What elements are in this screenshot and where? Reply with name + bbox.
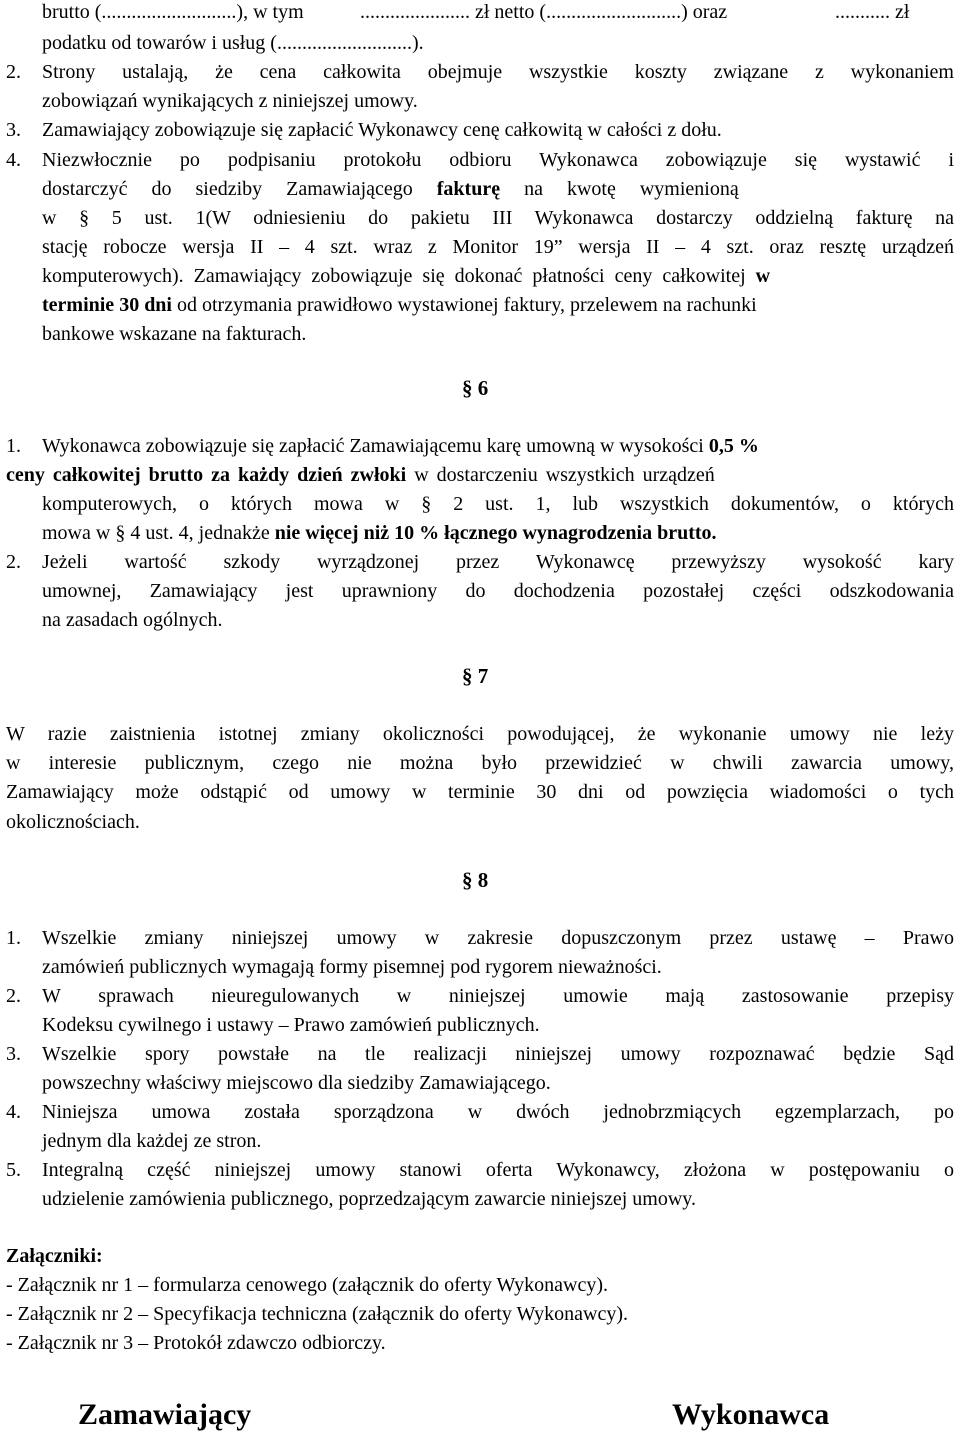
s6-item-1-number: 1. bbox=[6, 435, 21, 457]
s6-line-4 bbox=[42, 521, 717, 545]
section-6-heading: § 6 bbox=[462, 376, 489, 400]
s7-line-2: w interesie publicznym, czego nie można było przewidzieć w chwili zawarcia umowy, bbox=[6, 752, 954, 774]
s6-item-2-number: 2. bbox=[6, 551, 21, 573]
top-line-1b: ...................... zł netto (...........................) oraz bbox=[360, 1, 728, 23]
s8-item-1-number: 1. bbox=[6, 927, 21, 949]
para-3-number: 3. bbox=[6, 119, 21, 141]
para-4-line-5 bbox=[42, 264, 954, 288]
s8-item-1-line-2: zamówień publicznych wymagają formy pisemnej pod rygorem nieważności. bbox=[42, 956, 662, 978]
s8-item-5-line-1: Integralną część niniejszej umowy stanowi oferta Wykonawcy, złożona w postępowaniu o bbox=[42, 1159, 954, 1181]
s8-item-4-number: 4. bbox=[6, 1101, 21, 1123]
s8-item-3-line-1: Wszelkie spory powstałe na tle realizacji niniejszej umowy rozpoznawać będzie Sąd bbox=[42, 1043, 954, 1065]
para-4-line-4: stację robocze wersja II – 4 szt. wraz z Monitor 19” wersja II – 4 szt. oraz resztę urządzeń bbox=[42, 236, 954, 258]
s6-line-2 bbox=[6, 463, 954, 487]
para-4-line-5b: w bbox=[755, 265, 771, 287]
s8-item-3-line-2: powszechny właściwy miejscowo dla siedziby Zamawiającego. bbox=[42, 1072, 551, 1094]
s6-line-1a: Wykonawca zobowiązuje się zapłacić Zamawiającemu karę umowną w wysokości bbox=[42, 435, 704, 457]
s6-line-1 bbox=[42, 434, 954, 458]
s8-item-3-number: 3. bbox=[6, 1043, 21, 1065]
para-4-number: 4. bbox=[6, 149, 21, 171]
para-3-line-1: Zamawiający zobowiązuje się zapłacić Wykonawcy cenę całkowitą w całości z dołu. bbox=[42, 119, 722, 141]
top-line-1a: brutto (...........................), w tym bbox=[42, 1, 304, 23]
s8-item-2-line-1: W sprawach nieuregulowanych w niniejszej umowie mają zastosowanie przepisy bbox=[42, 985, 954, 1007]
s7-line-4: okolicznościach. bbox=[6, 811, 140, 833]
attachment-3: - Załącznik nr 3 – Protokół zdawczo odbiorczy. bbox=[6, 1332, 386, 1354]
section-8-heading: § 8 bbox=[462, 868, 489, 892]
payment-term-bold: terminie 30 dni bbox=[42, 294, 172, 316]
s7-line-1: W razie zaistnienia istotnej zmiany okoliczności powodującej, że wykonanie umowy nie leży bbox=[6, 723, 954, 745]
s8-item-5-number: 5. bbox=[6, 1159, 21, 1181]
s8-item-4-line-2: jednym dla każdej ze stron. bbox=[42, 1130, 262, 1152]
s6-line-2-bold: ceny całkowitej brutto za każdy dzień zwłoki bbox=[6, 464, 407, 486]
signature-zamawiajacy: Zamawiający bbox=[78, 1398, 252, 1431]
para-4-line-1: Niezwłocznie po podpisaniu protokołu odbioru Wykonawca zobowiązuje się wystawić i bbox=[42, 149, 954, 171]
s6-cap-bold: nie więcej niż 10 % łącznego wynagrodzenia brutto. bbox=[274, 522, 717, 544]
attachment-2: - Załącznik nr 2 – Specyfikacja techniczna (załącznik do oferty Wykonawcy). bbox=[6, 1303, 629, 1325]
s7-line-3: Zamawiający może odstąpić od umowy w terminie 30 dni od powzięcia wiadomości o tych bbox=[6, 781, 954, 803]
penalty-rate-bold: 0,5 % bbox=[708, 435, 759, 457]
s8-item-5-line-2: udzielenie zamówienia publicznego, poprzedzającym zawarcie niniejszej umowy. bbox=[42, 1188, 696, 1210]
signature-wykonawca: Wykonawca bbox=[672, 1398, 830, 1431]
s6-line-7: na zasadach ogólnych. bbox=[42, 609, 223, 631]
para-4-line-3: w § 5 ust. 1(W odniesieniu do pakietu III Wykonawca dostarczy oddzielną fakturę na bbox=[42, 207, 954, 229]
para-4-line-6 bbox=[42, 293, 954, 317]
para-4-line-2a: dostarczyć do siedziby Zamawiającego bbox=[42, 178, 413, 200]
s6-line-4a: mowa w § 4 ust. 4, jednakże bbox=[42, 522, 270, 544]
top-line-2: podatku od towarów i usług (...........................). bbox=[42, 32, 424, 54]
s8-item-2-number: 2. bbox=[6, 985, 21, 1007]
section-7-heading: § 7 bbox=[462, 664, 489, 688]
para-2-line-1: Strony ustalają, że cena całkowita obejmuje wszystkie koszty związane z wykonaniem bbox=[42, 61, 954, 83]
s8-item-4-line-1: Niniejsza umowa została sporządzona w dwóch jednobrzmiących egzemplarzach, po bbox=[42, 1101, 954, 1123]
attachments-heading: Załączniki: bbox=[6, 1245, 103, 1267]
invoice-bold: fakturę bbox=[436, 178, 501, 200]
s6-line-2b: w dostarczeniu wszystkich urządzeń bbox=[414, 464, 715, 486]
s8-item-1-line-1: Wszelkie zmiany niniejszej umowy w zakresie dopuszczonym przez ustawę – Prawo bbox=[42, 927, 954, 949]
para-4-line-5a: komputerowych). Zamawiający zobowiązuje się dokonać płatności ceny całkowitej bbox=[42, 265, 746, 287]
para-2-line-2: zobowiązań wynikających z niniejszej umowy. bbox=[42, 90, 418, 112]
attachment-1: - Załącznik nr 1 – formularza cenowego (załącznik do oferty Wykonawcy). bbox=[6, 1274, 609, 1296]
s6-line-5: Jeżeli wartość szkody wyrządzonej przez Wykonawcę przewyższy wysokość kary bbox=[42, 551, 954, 573]
s8-item-2-line-2: Kodeksu cywilnego i ustawy – Prawo zamówień publicznych. bbox=[42, 1014, 540, 1036]
para-4-line-2 bbox=[42, 177, 954, 201]
s6-line-6: umownej, Zamawiający jest uprawniony do dochodzenia pozostałej części odszkodowania bbox=[42, 580, 954, 602]
para-2-number: 2. bbox=[6, 61, 21, 83]
para-4-line-2c: na kwotę wymienioną bbox=[524, 178, 739, 200]
top-line-1c: ........... zł bbox=[835, 1, 910, 23]
para-4-line-6b: od otrzymania prawidłowo wystawionej faktury, przelewem na rachunki bbox=[177, 294, 757, 316]
s6-line-3: komputerowych, o których mowa w § 2 ust. 1, lub wszystkich dokumentów, o których bbox=[42, 493, 954, 515]
para-4-line-7: bankowe wskazane na fakturach. bbox=[42, 323, 307, 345]
